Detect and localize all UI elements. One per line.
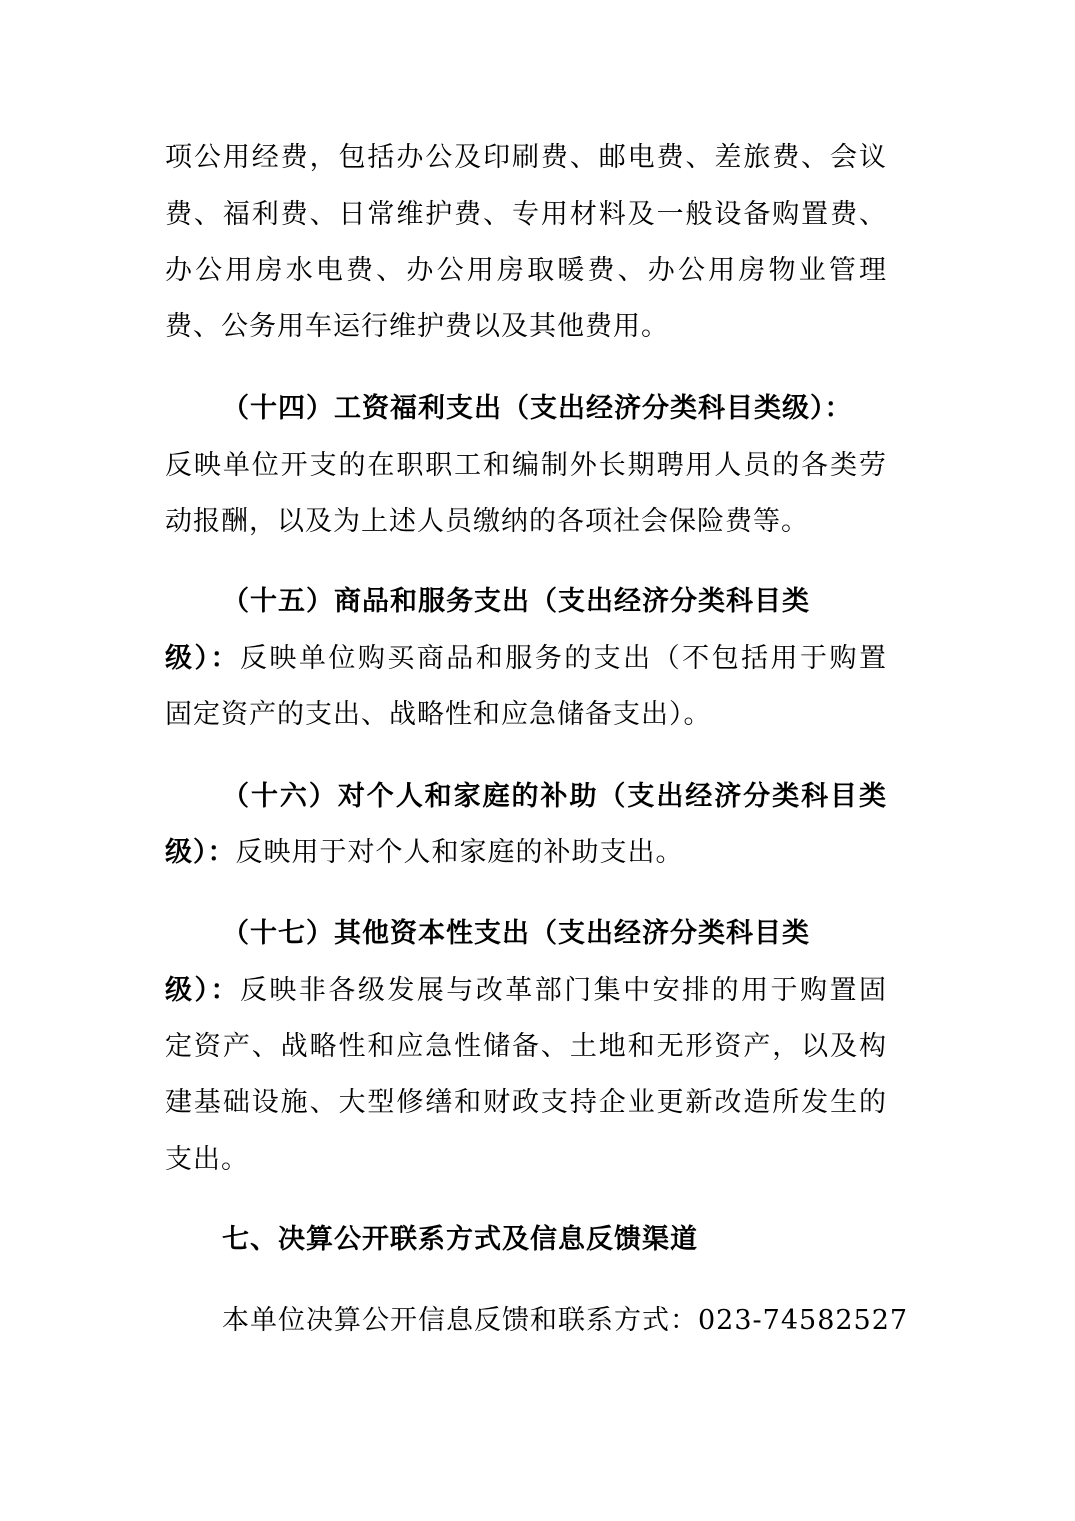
section-heading: （十七）其他资本性支出（支出经济分类科目类	[222, 918, 810, 949]
body-text: 反映单位购买商品和服务的支出（不包括用于购置	[239, 643, 887, 674]
section-heading-tail: 级）：	[165, 837, 236, 868]
section-heading: （十五）商品和服务支出（支出经济分类科目类	[222, 586, 810, 617]
section-title: 七、决算公开联系方式及信息反馈渠道	[222, 1224, 698, 1255]
body-line: 定资产、战略性和应急性储备、土地和无形资产，以及构	[165, 1031, 887, 1062]
body-line: 费、福利费、日常维护费、专用材料及一般设备购置费、	[165, 199, 887, 230]
body-line: 反映单位开支的在职职工和编制外长期聘用人员的各类劳	[165, 450, 887, 481]
body-line: 办公用房水电费、办公用房取暖费、办公用房物业管理	[165, 255, 887, 286]
body-line: 项公用经费，包括办公及印刷费、邮电费、差旅费、会议	[165, 142, 887, 173]
body-line	[165, 971, 887, 1011]
section-heading-tail: 级）：	[165, 643, 240, 674]
body-line: 建基础设施、大型修缮和财政支持企业更新改造所发生的	[165, 1087, 887, 1118]
body-text: 反映用于对个人和家庭的补助支出。	[235, 837, 684, 868]
body-line: 固定资产的支出、战略性和应急储备支出）。	[165, 699, 712, 730]
body-line: 费、公务用车运行维护费以及其他费用。	[165, 311, 669, 342]
section-heading-tail: 级）：	[165, 975, 240, 1006]
section-heading: （十六）对个人和家庭的补助（支出经济分类科目类	[222, 781, 887, 812]
body-text: 反映非各级发展与改革部门集中安排的用于购置固	[239, 975, 887, 1006]
body-line	[165, 833, 887, 873]
body-line	[165, 639, 887, 679]
contact-line: 本单位决算公开信息反馈和联系方式：023-74582527	[222, 1305, 909, 1336]
body-line: 动报酬，以及为上述人员缴纳的各项社会保险费等。	[165, 506, 809, 537]
section-heading: （十四）工资福利支出（支出经济分类科目类级）：	[222, 393, 853, 424]
body-line: 支出。	[165, 1144, 249, 1175]
